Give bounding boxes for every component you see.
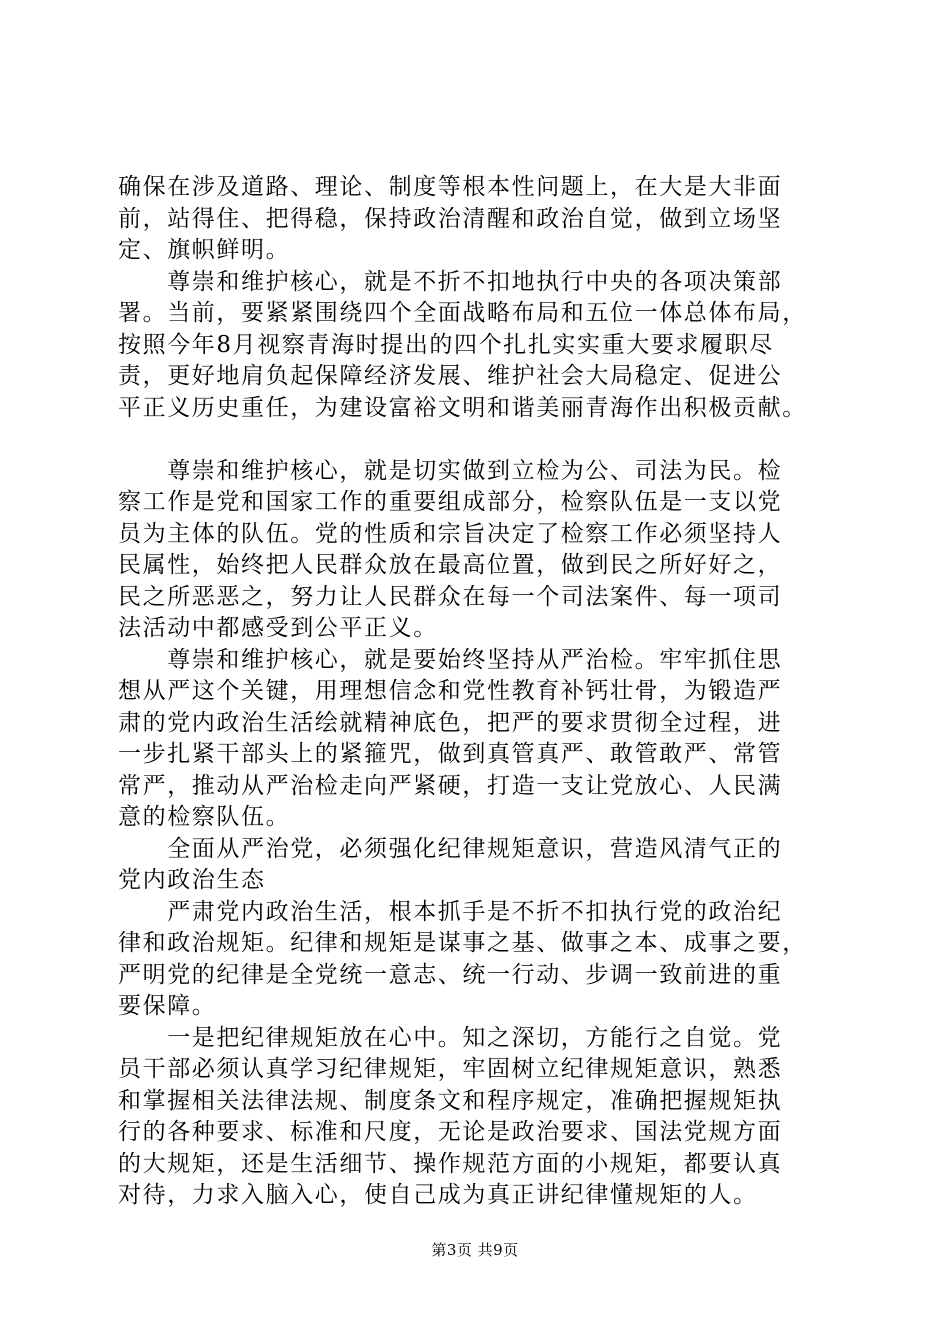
- text-line: 前，站得住、把得稳，保持政治清醒和政治自觉，做到立场坚: [118, 205, 783, 232]
- text-line: 党内政治生态: [118, 867, 266, 893]
- text-line: 尊崇和维护核心，就是要始终坚持从严治检。牢牢抓住思: [118, 646, 783, 673]
- document-body: [118, 172, 838, 1212]
- text-line: 尊崇和维护核心，就是不折不扣地执行中央的各项决策部: [118, 268, 783, 295]
- text-line: 行的各种要求、标准和尺度，无论是政治要求、国法党规方面: [118, 1119, 783, 1145]
- text-line: 平正义历史重任，为建设富裕文明和谐美丽青海作出积极贡献。: [118, 394, 807, 421]
- text-line: 肃的党内政治生活绘就精神底色，把严的要求贯彻全过程，进: [118, 709, 783, 736]
- text-line: 按照今年8月视察青海时提出的四个扎扎实实重大要求履职尽: [118, 331, 774, 358]
- text-line: 一是把纪律规矩放在心中。知之深切，方能行之自觉。党: [118, 1024, 783, 1051]
- text-line: 严明党的纪律是全党统一意志、统一行动、步调一致前进的重: [118, 961, 783, 988]
- text-line: 员干部必须认真学习纪律规矩，牢固树立纪律规矩意识，熟悉: [118, 1056, 783, 1082]
- text-line: 确保在涉及道路、理论、制度等根本性问题上，在大是大非面: [118, 174, 783, 200]
- text-line: 察工作是党和国家工作的重要组成部分，检察队伍是一支以党: [118, 489, 783, 515]
- text-line: 常严，推动从严治检走向严紧硬，打造一支让党放心、人民满: [118, 772, 783, 799]
- text-line: 尊崇和维护核心，就是切实做到立检为公、司法为民。检: [118, 457, 783, 484]
- text-line: 对待，力求入脑入心，使自己成为真正讲纪律懂规矩的人。: [118, 1182, 758, 1208]
- page-number: 第3页 共9页: [431, 1241, 519, 1259]
- text-line: 的大规矩，还是生活细节、操作规范方面的小规矩，都要认真: [118, 1150, 783, 1177]
- text-line: 民之所恶恶之，努力让人民群众在每一个司法案件、每一项司: [118, 583, 783, 610]
- text-line: 定、旗帜鲜明。: [118, 237, 291, 263]
- text-line: 员为主体的队伍。党的性质和宗旨决定了检察工作必须坚持人: [118, 520, 783, 547]
- text-line: 民属性，始终把人民群众放在最高位置，做到民之所好好之，: [118, 552, 783, 578]
- text-line: 法活动中都感受到公平正义。: [118, 615, 438, 641]
- text-line: 想从严这个关键，用理想信念和党性教育补钙壮骨，为锻造严: [118, 678, 783, 704]
- text-line: 责，更好地肩负起保障经济发展、维护社会大局稳定、促进公: [118, 363, 783, 389]
- text-line: 和掌握相关法律法规、制度条文和程序规定，准确把握规矩执: [118, 1087, 783, 1114]
- text-line: 律和政治规矩。纪律和规矩是谋事之基、做事之本、成事之要，: [118, 930, 807, 956]
- blank-line: [118, 424, 838, 456]
- text-line: 要保障。: [118, 993, 217, 1019]
- text-line: 一步扎紧干部头上的紧箍咒，做到真管真严、敢管敢严、常管: [118, 741, 783, 767]
- text-line: 全面从严治党，必须强化纪律规矩意识，营造风清气正的: [118, 835, 783, 862]
- text-line: 署。当前，要紧紧围绕四个全面战略布局和五位一体总体布局，: [118, 300, 807, 326]
- text-line: 严肃党内政治生活，根本抓手是不折不扣执行党的政治纪: [118, 898, 783, 925]
- text-line: 意的检察队伍。: [118, 804, 291, 830]
